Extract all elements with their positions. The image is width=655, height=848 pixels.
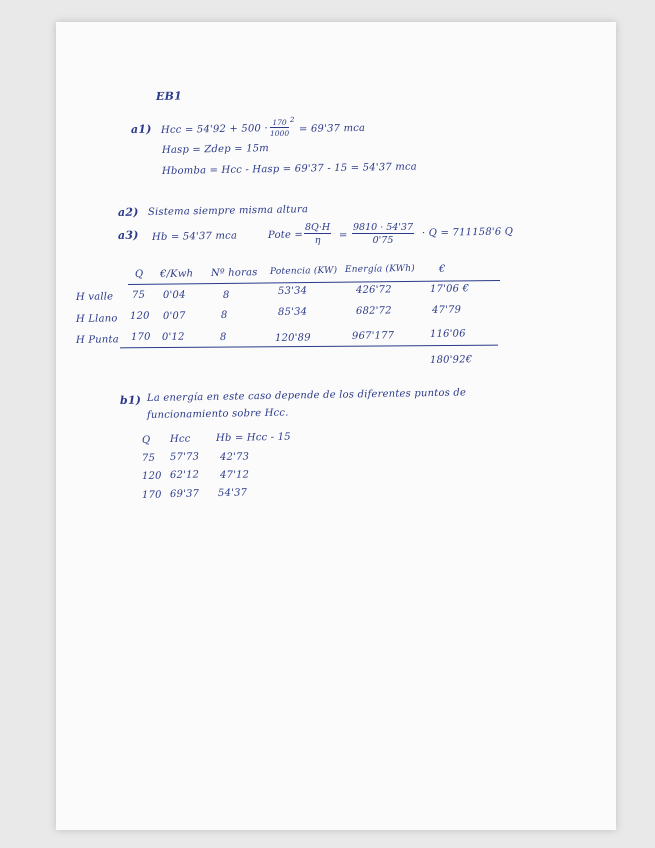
a1-hcc-prefix: Hcc = 54'92 + 500 · [160,123,268,136]
table-cell: 47'79 [431,304,462,316]
a3-fraction-values-numerator: 9810 · 54'37 [353,222,414,233]
table-header-power: Potencia (KW) [269,265,338,277]
table-header-q: Q [134,268,144,280]
a3-label: a3) [117,228,139,242]
a3-fraction-formula-numerator: 8Q·H [305,222,331,233]
a3-fraction-formula-denominator: η [314,235,321,246]
b1-cell: 170 [141,489,162,501]
table-cell: 120 [129,310,150,322]
b1-text-line2: funcionamiento sobre Hcc. [146,407,289,421]
a3-fraction-values [352,222,414,246]
table-cell: 967'177 [351,330,395,342]
b1-cell: 54'37 [217,487,248,499]
table-cell: 120'89 [274,332,311,344]
table-cell: 17'06 € [429,283,470,295]
a1-fraction [270,118,289,138]
table-header-energy: Energía (KWh) [344,263,416,275]
a1-fraction-denominator: 1000 [270,129,290,138]
table-total-rule [120,345,498,349]
b1-cell: 75 [141,452,156,464]
a3-equals: = [338,229,348,241]
table-cell: 0'04 [162,289,186,301]
b1-header-hb: Hb = Hcc - 15 [215,431,291,444]
b1-header-q: Q [141,434,151,446]
a2-label: a2) [117,205,139,219]
table-cell: 8 [222,289,230,301]
table-header-euro: € [438,263,446,275]
table-row-label: H Llano [75,313,118,325]
table-cell: 85'34 [277,306,308,318]
b1-cell: 57'73 [169,451,200,463]
table-cell: 0'12 [161,331,185,343]
table-row-label: H valle [75,291,114,303]
b1-header-hcc: Hcc [169,433,191,445]
table-cell: 75 [131,289,146,301]
table-header-hours: Nº horas [210,267,258,279]
b1-label: b1) [119,393,142,407]
table-row-label: H Punta [75,334,119,346]
table-cell: 8 [220,309,228,321]
b1-cell: 120 [141,470,162,482]
b1-cell: 69'37 [169,488,200,500]
a1-hcc-result: = 69'37 mca [298,122,366,135]
table-cell: 0'07 [162,310,186,322]
table-cell: 116'06 [429,328,466,340]
b1-cell: 42'73 [219,451,250,463]
table-cell: 682'72 [355,305,392,317]
a3-fraction-formula [304,222,331,246]
a3-pote-label: Pote = [267,229,304,241]
a1-exponent: 2 [289,115,295,124]
a3-result: · Q = 711158'6 Q [421,226,514,239]
a1-fraction-numerator: 170 [270,118,289,128]
a1-label: a1) [130,122,152,136]
a1-hbomba: Hbomba = Hcc - Hasp = 69'37 - 15 = 54'37 mca [161,161,418,177]
table-header-price: €/Kwh [159,268,194,280]
table-cell: 426'72 [355,284,392,296]
table-cell: 53'34 [277,285,308,297]
b1-cell: 47'12 [219,469,250,481]
table-cell: 8 [219,331,227,343]
table-total: 180'92€ [429,354,473,366]
a3-hb: Hb = 54'37 mca [151,230,238,243]
b1-text-line1: La energía en este caso depende de los diferentes puntos de [146,387,467,404]
b1-cell: 62'12 [169,469,200,481]
table-cell: 170 [130,331,151,343]
scanned-page [56,22,616,830]
a3-fraction-values-denominator: 0'75 [372,235,394,246]
a2-text: Sistema siempre misma altura [147,204,309,218]
page-title: EB1 [155,89,183,103]
a1-hasp: Hasp = Zdep = 15m [161,143,270,156]
